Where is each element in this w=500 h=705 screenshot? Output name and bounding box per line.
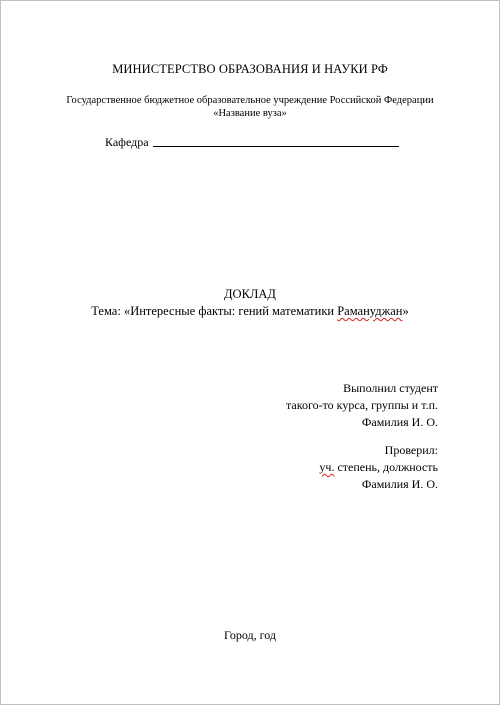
reviewer-title-rest: степень, должность <box>334 460 438 474</box>
department-field <box>105 134 399 150</box>
author-name: Фамилия И. О. <box>361 415 438 429</box>
topic-suffix: » <box>402 304 409 318</box>
reviewer-name: Фамилия И. О. <box>361 477 438 491</box>
topic-prefix: Тема: «Интересные факты: гений математики <box>91 304 338 318</box>
institution-name-line1: Государственное бюджетное образовательное учреждение Российской Федерации <box>66 95 434 106</box>
institution-name-line2: «Название вуза» <box>213 108 287 119</box>
reviewer-title-prefix: уч. <box>319 460 335 474</box>
reviewer-title <box>319 459 438 476</box>
department-label: Кафедра <box>105 135 149 149</box>
ministry-title: МИНИСТЕРСТВО ОБРАЗОВАНИЯ И НАУКИ РФ <box>112 62 388 76</box>
author-label: Выполнил студент <box>343 381 438 395</box>
topic-name: Рамануджан <box>337 304 403 318</box>
report-heading: ДОКЛАД <box>224 287 276 301</box>
author-details: такого-то курса, группы и т.п. <box>286 398 438 412</box>
department-blank-line <box>153 134 399 147</box>
report-topic <box>1 304 499 319</box>
author-block <box>286 380 438 431</box>
city-year: Город, год <box>223 628 277 642</box>
reviewer-label: Проверил: <box>384 443 438 457</box>
reviewer-block <box>319 442 438 493</box>
